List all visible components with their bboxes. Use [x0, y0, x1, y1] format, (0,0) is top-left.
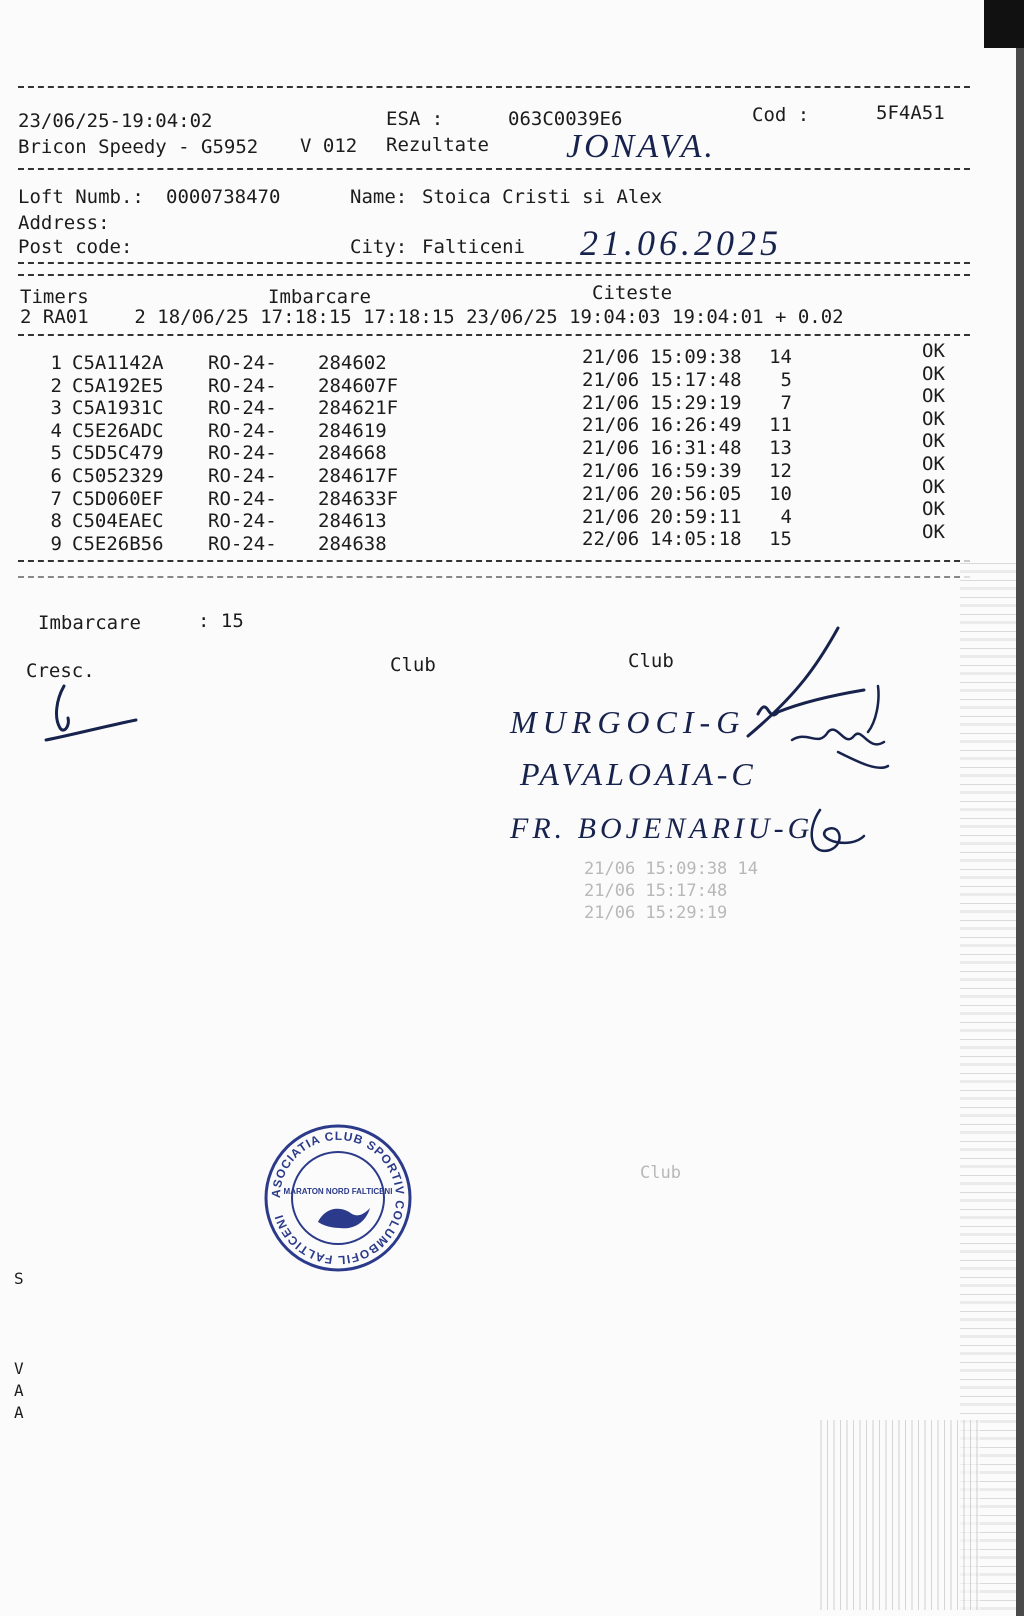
pigeon-n: 4: [50, 419, 62, 442]
margin-letter-s: S: [14, 1269, 24, 1288]
pigeon-country: RO-24-: [208, 465, 277, 487]
pigeon-country: RO-24-: [208, 532, 277, 555]
footer-imbarcare-value: : 15: [198, 610, 244, 632]
pigeon-time: 15:09:38: [650, 346, 742, 368]
pigeon-pos: 11: [769, 414, 792, 437]
pigeon-ring: 284617F: [318, 465, 399, 487]
footer-imbarcare-label: Imbarcare: [38, 612, 141, 634]
pigeon-date: 21/06: [582, 414, 640, 437]
club-label-1: Club: [390, 654, 436, 676]
pigeon-n: 3: [50, 397, 62, 420]
svg-text:ASOCIATIA CLUB SPORTIV COLUMBO: [269, 1129, 407, 1267]
pigeon-pos: 12: [769, 460, 792, 482]
pigeon-time: 20:59:11: [650, 505, 742, 528]
pigeon-time: 15:29:19: [650, 391, 742, 414]
pigeon-date: 21/06: [582, 505, 640, 528]
timers-label: Timers: [20, 286, 89, 308]
pigeon-n: 8: [50, 510, 62, 533]
scan-noise-bottom: [820, 1420, 980, 1610]
pigeon-n: 1: [50, 352, 62, 374]
club-member-3: FR. BOJENARIU-G: [510, 812, 814, 845]
pigeon-time: 16:31:48: [650, 437, 742, 460]
ghost-time-3: 21/06 15:29:19: [584, 903, 728, 923]
pigeon-country: RO-24-: [208, 352, 277, 374]
device-name: Bricon Speedy - G5952: [18, 136, 259, 158]
scan-edge-top-right: [984, 0, 1024, 48]
pigeon-country: RO-24-: [208, 487, 277, 510]
pigeon-status: OK: [922, 498, 945, 521]
pigeon-ring: 284633F: [318, 487, 399, 510]
pigeon-pos: 10: [769, 482, 792, 505]
pigeon-n: 7: [50, 487, 62, 510]
pigeon-ring: 284613: [318, 510, 387, 533]
separator-list-2: [18, 576, 970, 578]
name-value: Stoica Cristi si Alex: [422, 186, 663, 208]
pigeon-ring: 284607F: [318, 374, 399, 397]
pigeon-status: OK: [922, 407, 945, 430]
cod-label: Cod :: [752, 104, 810, 126]
results-label: Rezultate: [386, 134, 489, 156]
pigeon-date: 21/06: [582, 460, 640, 482]
name-label: Name:: [350, 186, 408, 208]
separator-top: [18, 86, 970, 88]
pigeon-chip: C5E26ADC: [72, 419, 164, 442]
margin-letter-v: V: [14, 1359, 24, 1378]
pigeon-ring: 284638: [318, 532, 387, 555]
pigeon-icon: [318, 1208, 370, 1228]
address-label: Address:: [18, 212, 110, 234]
pigeon-n: 2: [50, 374, 62, 397]
pigeon-chip: C5D060EF: [72, 487, 164, 510]
pigeon-pos: 15: [769, 528, 792, 551]
pigeon-date: 21/06: [582, 482, 640, 505]
cresc-label: Cresc.: [26, 660, 95, 682]
ghost-time-1: 21/06 15:09:38 14: [584, 859, 758, 879]
pigeon-ring: 284621F: [318, 397, 399, 420]
header-datetime: 23/06/25-19:04:02: [18, 110, 213, 132]
pigeon-date: 21/06: [582, 346, 640, 368]
pigeon-n: 6: [50, 465, 62, 487]
loft-number-label: Loft Numb.:: [18, 186, 144, 208]
pigeon-status: OK: [922, 340, 945, 362]
pigeon-status: OK: [922, 453, 945, 475]
timers-citeste-label: Citeste: [592, 282, 673, 304]
pigeon-chip: C5A192E5: [72, 374, 164, 397]
pigeon-time: 20:56:05: [650, 482, 742, 505]
city-value: Falticeni: [422, 236, 525, 258]
scan-edge-right: [1016, 48, 1024, 1616]
city-label: City:: [350, 236, 408, 258]
pigeon-pos: 4: [780, 505, 792, 528]
pigeon-date: 21/06: [582, 391, 640, 414]
pigeon-time: 16:26:49: [650, 414, 742, 437]
pigeon-ring: 284619: [318, 419, 387, 442]
cod-value: 5F4A51: [876, 102, 945, 124]
pigeon-country: RO-24-: [208, 374, 277, 397]
separator-list: [18, 560, 970, 562]
pigeon-pos: 14: [769, 346, 792, 368]
ghost-club-label: Club: [640, 1163, 681, 1183]
pigeon-country: RO-24-: [208, 510, 277, 533]
separator-loft: [18, 262, 970, 264]
timers-imbarcare-label: Imbarcare: [268, 286, 371, 308]
pigeon-chip: C504EAEC: [72, 510, 164, 533]
pigeon-list: [0, 340, 980, 572]
pigeon-row: [0, 340, 945, 375]
pigeon-pos: 13: [769, 437, 792, 460]
stamp-inner-text: MARATON NORD FALTICENI: [283, 1187, 393, 1196]
pigeon-n: 9: [50, 532, 62, 555]
cresc-signature: [36, 682, 146, 746]
stamp-outer-text: ASOCIATIA CLUB SPORTIV COLUMBOFIL FALTICENI: [268, 1128, 408, 1268]
pigeon-date: 21/06: [582, 368, 640, 391]
pigeon-time: 16:59:39: [650, 460, 742, 482]
pigeon-time: 14:05:18: [650, 528, 742, 551]
pigeon-date: 21/06: [582, 437, 640, 460]
club-member-2: PAVALOAIA-C: [520, 756, 757, 792]
device-version: V 012: [300, 135, 358, 157]
pigeon-n: 5: [50, 442, 62, 465]
pigeon-ring: 284602: [318, 352, 387, 374]
club-member-1: MURGOCI-G: [510, 704, 746, 740]
club-label-2: Club: [628, 650, 674, 672]
pigeon-chip: C5E26B56: [72, 532, 164, 555]
margin-letter-a1: A: [14, 1381, 24, 1400]
pigeon-chip: C5A1931C: [72, 397, 164, 420]
club-stamp: [262, 1122, 414, 1274]
esa-value: 063C0039E6: [508, 108, 623, 130]
pigeon-time: 15:17:48: [650, 368, 742, 391]
pigeon-pos: 5: [780, 368, 792, 391]
pigeon-chip: C5A1142A: [72, 352, 164, 374]
separator-header: [18, 168, 970, 170]
pigeon-country: RO-24-: [208, 442, 277, 465]
esa-label: ESA :: [386, 108, 444, 130]
margin-letter-a2: A: [14, 1403, 24, 1422]
pigeon-country: RO-24-: [208, 419, 277, 442]
race-name-handwritten: JONAVA.: [566, 128, 716, 165]
pigeon-chip: C5052329: [72, 465, 164, 487]
pigeon-status: OK: [922, 385, 945, 408]
timers-line: 2 RA01 2 18/06/25 17:18:15 17:18:15 23/06/25 19:04:03 19:04:01 + 0.02: [20, 306, 844, 328]
pigeon-ring: 284668: [318, 442, 387, 465]
pigeon-date: 22/06: [582, 528, 640, 551]
pigeon-chip: C5D5C479: [72, 442, 164, 465]
ghost-time-2: 21/06 15:17:48: [584, 881, 728, 901]
loft-number: 0000738470: [166, 186, 281, 208]
separator-loft-2: [18, 274, 970, 276]
pigeon-status: OK: [922, 475, 945, 498]
race-date-handwritten: 21.06.2025: [580, 223, 782, 263]
postcode-label: Post code:: [18, 236, 133, 258]
pigeon-status: OK: [922, 362, 945, 385]
separator-timers: [18, 334, 970, 336]
pigeon-country: RO-24-: [208, 397, 277, 420]
pigeon-pos: 7: [780, 391, 792, 414]
pigeon-status: OK: [922, 520, 945, 543]
pigeon-status: OK: [922, 430, 945, 453]
club-signature-2: [788, 682, 898, 782]
